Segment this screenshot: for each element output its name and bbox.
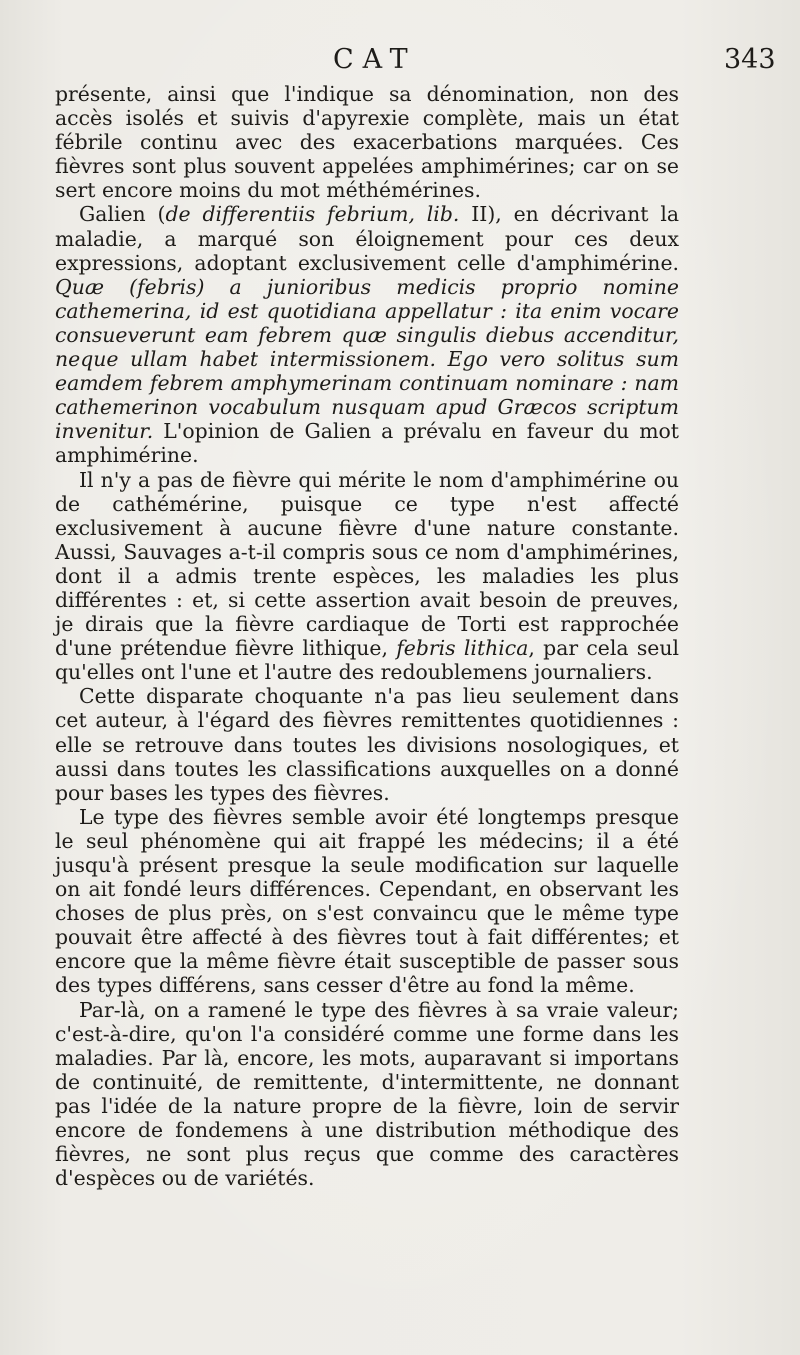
text-run: Par-là, on a ramené le type des fièvres à sa vraie valeur; c'est-à-dire, qu'on l'a considéré comme une forme dans les maladies. Par là, encore, les mots, auparavant si importans de continuité, de remittente, d'intermittente, ne donnant pas l'idée de la nature propre de la fièvre, loin de servir encore de fondemens à une distribution méthodique des fièvres, ne sont plus reçus que comme des caractères d'espèces ou de variétés. [55,997,679,1191]
running-title: CAT [333,44,417,75]
italic-run: febris lithica [396,636,529,661]
paragraph [55,468,679,685]
text-run: , par cela seul qu'elles ont l'une et l'autre des redoublemens journaliers. [55,636,680,685]
text-run: Il n'y a pas de fièvre qui mérite le nom d'amphimérine ou de cathémérine, puisque ce type n'est affecté exclusivement à aucune fièvre d'une nature constante. Aussi, Sauvages a-t-il compris sous ce nom d'amphimérines, dont il a admis trente espèces, les maladies les plus différentes : et, si cette assertion avait besoin de preuves, je dirais que la fièvre cardiaque de Torti est rapprochée d'une prétendue fièvre lithique, [55,467,679,661]
text-run: II), en décrivant la maladie, a marqué son éloignement pour ces deux expressions, adoptant exclusivement celle d'amphimérine. [55,202,680,275]
text-run: L'opinion de Galien a prévalu en faveur du mot amphimérine. [55,419,679,468]
page-header [0,44,800,80]
paragraph [55,998,679,1191]
text-run: Le type des fièvres semble avoir été longtemps presque le seul phénomène qui ait frappé les médecins; il a été jusqu'à présent presque la seule modification sur laquelle on ait fondé leurs différences. Cependant, en observant les choses de plus près, on s'est convaincu que le même type pouvait être affecté à des fièvres tout à fait différentes; et encore que la même fièvre était susceptible de passer sous des types différens, sans cesser d'être au fond la même. [55,804,679,998]
paragraph [55,684,679,804]
italic-quotation: Quæ (febris) a junioribus medicis proprio nomine cathemerina, id est quotidiana appellatur : ita enim vocare consueverunt eam febrem quæ singulis diebus accenditur, neque ullam habet intermissionem. Ego vero solitus sum eamdem febrem amphymerinam continuam nominare : nam cathemerinon vocabulum nusquam apud Græcos scriptum invenitur. [55,274,679,444]
italic-run: de differentiis febrium, lib. [165,202,472,227]
text-run: Cette disparate choquante n'a pas lieu seulement dans cet auteur, à l'égard des fièvres remittentes quotidiennes : elle se retrouve dans toutes les divisions nosologiques, et aussi dans toutes les classifications auxquelles on a donné pour bases les types des fièvres. [55,684,679,805]
paragraph [55,82,679,202]
page-number: 343 [724,44,776,75]
body-text [55,82,679,1190]
paragraph [55,805,679,998]
text-run: Galien ( [79,202,166,227]
paragraph [55,202,679,467]
text-run: présente, ainsi que l'indique sa dénomination, non des accès isolés et suivis d'apyrexie complète, mais un état fébrile continu avec des exacerbations marquées. Ces fièvres sont plus souvent appelées amphimérines; car on se sert encore moins du mot méthémérines. [55,82,679,203]
